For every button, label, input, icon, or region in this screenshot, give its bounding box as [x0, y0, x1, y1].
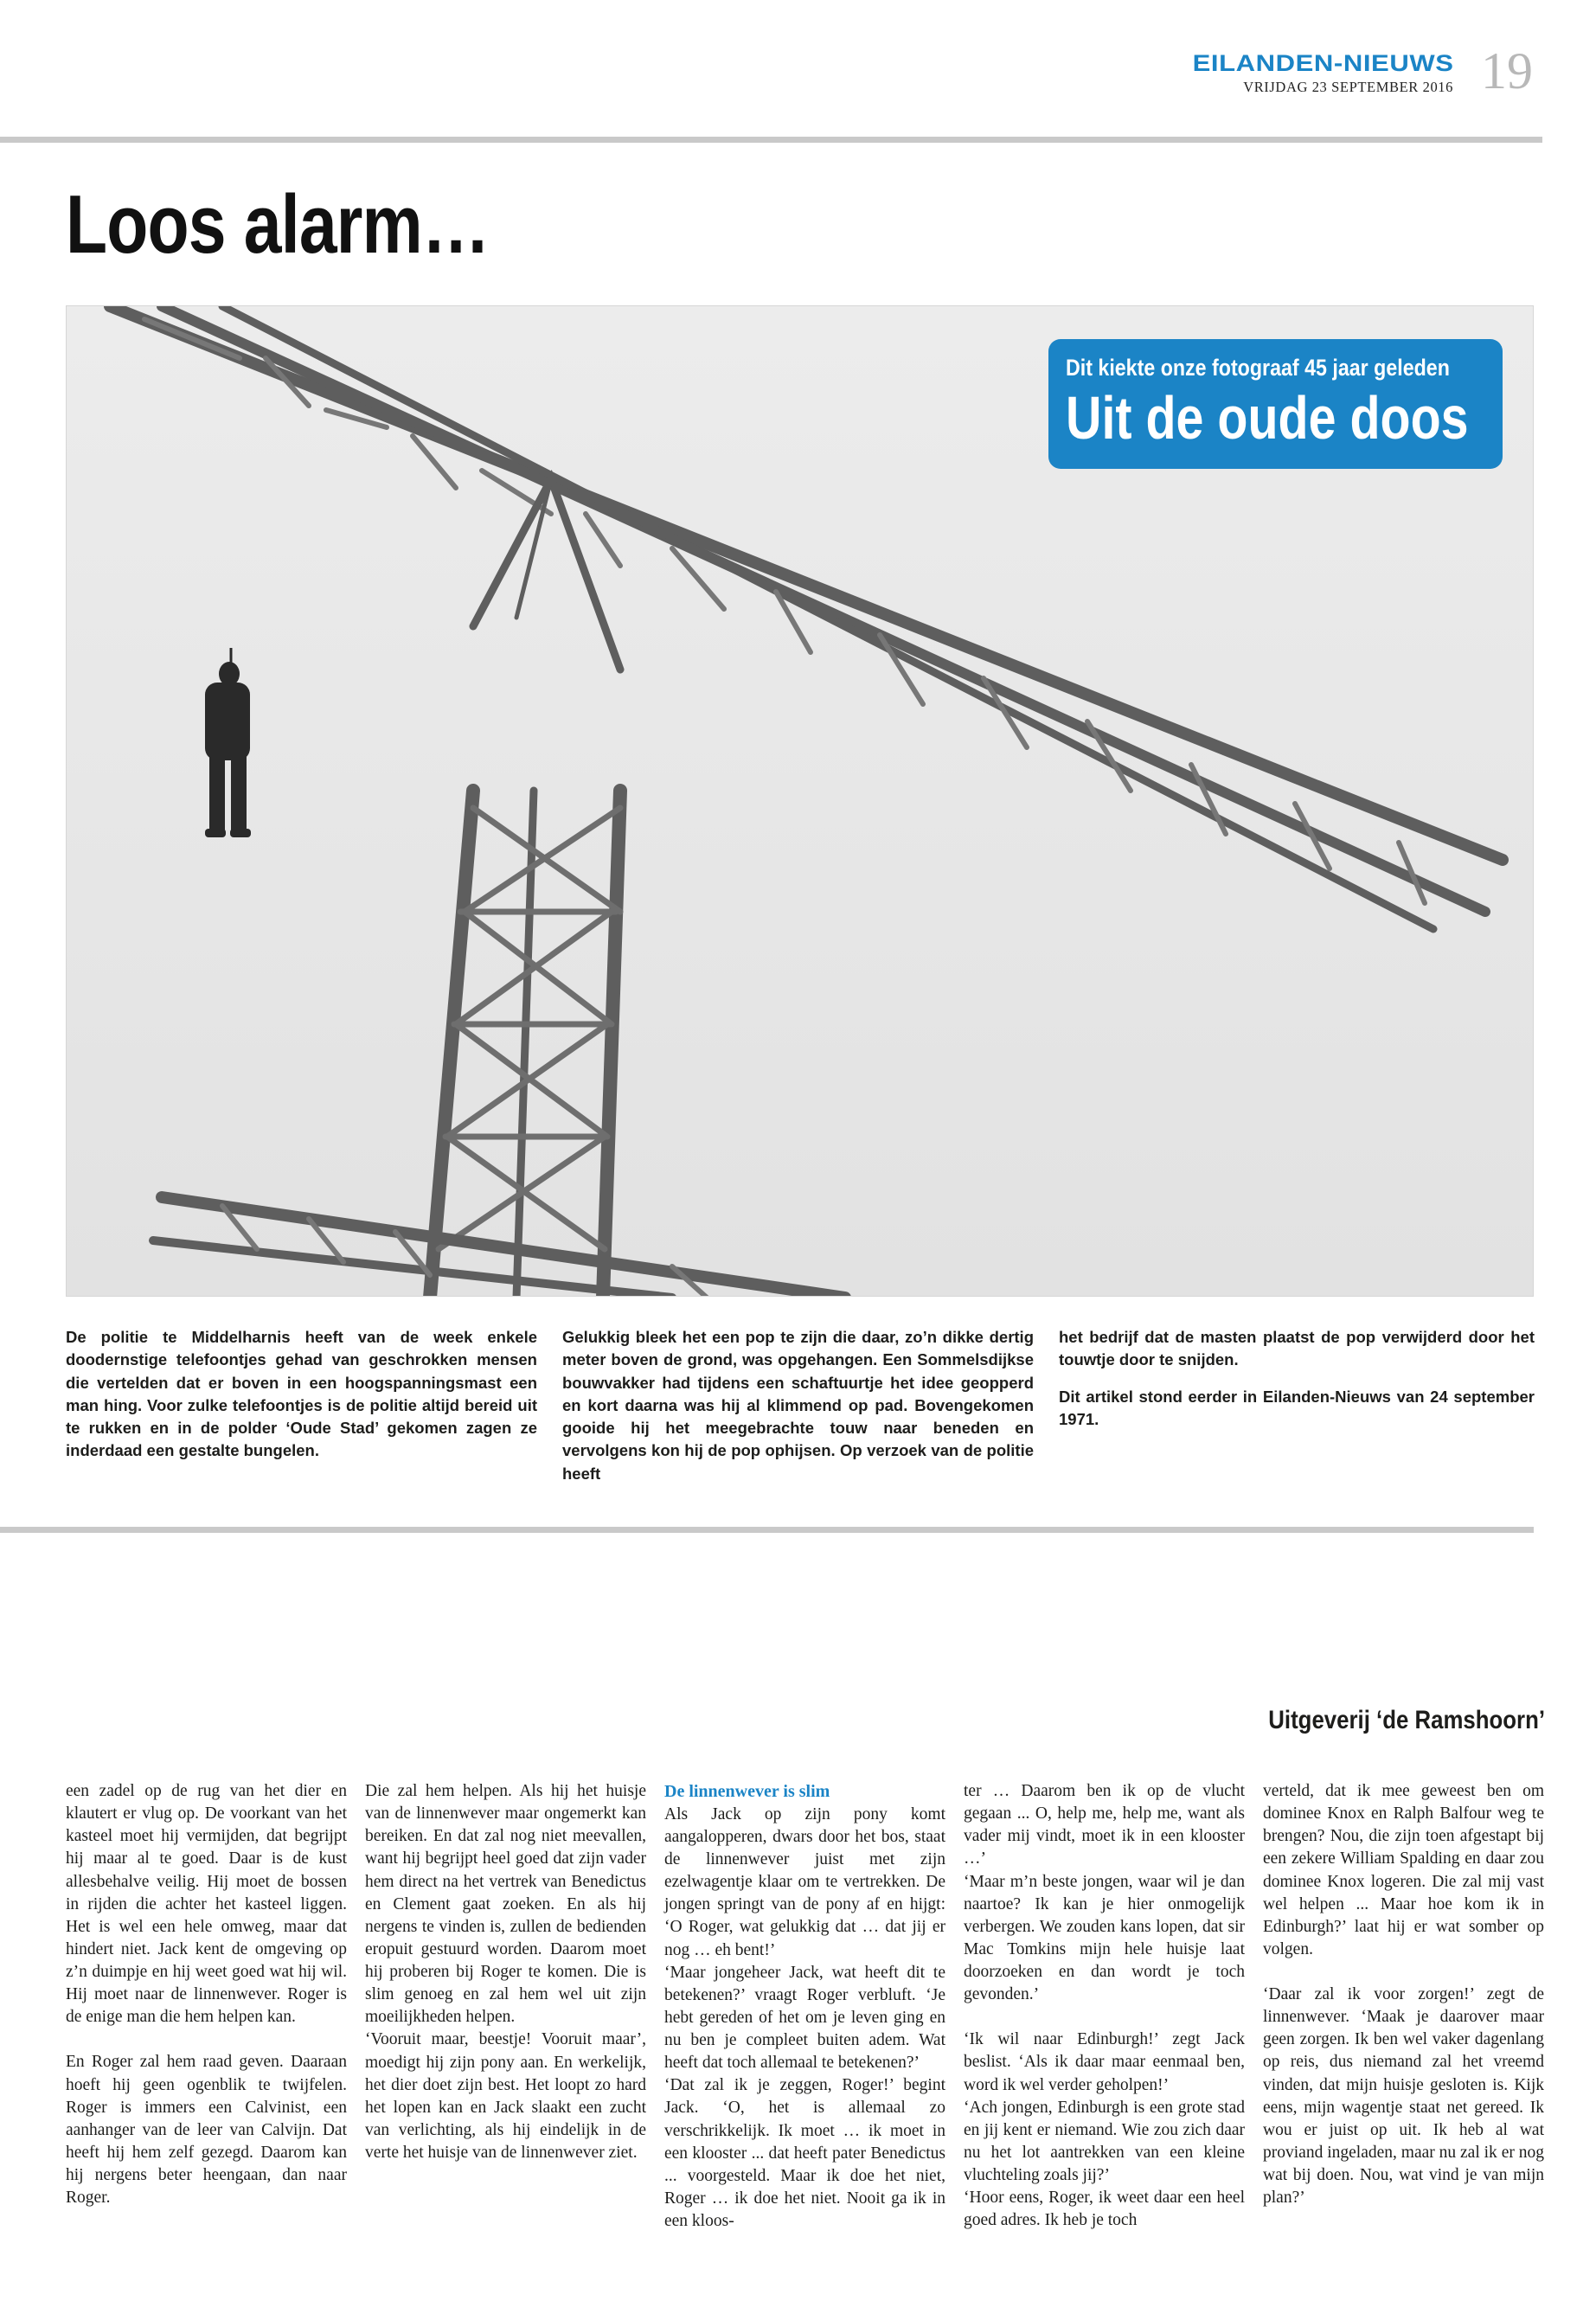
masthead	[1125, 50, 1453, 96]
story-paragraph: ‘Ik wil naar Edinburgh!’ zegt Jack beslist. ‘Als ik daar maar eenmaal ben, word ik wel verder geholpen!’	[964, 2030, 1245, 2094]
publication-logo: EILANDEN-NIEUWS	[1192, 50, 1453, 76]
publisher-credit: Uitgeverij ‘de Ramshoorn’	[1268, 1706, 1545, 1734]
article-paragraph: De politie te Middelharnis heeft van de week enkele doodernstige telefoontjes gehad van geschrokken mensen die vertelden dat er boven in een hoogspanningsmast een man hing. Voor zulke telefoontjes is de politie altijd bereid uit te rukken en in de polder ‘Oude Stad’ gekomen zagen ze inderdaad een gestalte bungelen.	[66, 1328, 537, 1460]
story-paragraph: een zadel op de rug van het dier en klautert er vlug op. De voorkant van het kasteel moet hij vermijden, dat begrijpt hij maar al te goed. Daar is de kust allesbehalve veilig. Hij moet de bossen in rijden die achter het kasteel liggen. Het is wel een hele omweg, maar dat hindert niet. Jack kent de omgeving op z’n duimpje en hij weet goed wat hij wil. Hij moet naar de linnenwever. Roger is de enige man die hem helpen kan.	[66, 1782, 347, 2027]
story-column-5	[1263, 1780, 1544, 2209]
article-body-col3	[1059, 1326, 1535, 1431]
story-column-2	[365, 1780, 646, 2164]
story-column-1	[66, 1780, 347, 2209]
top-divider	[0, 137, 1542, 143]
story-paragraph: Die zal hem helpen. Als hij het huisje van de linnenwever maar ongemerkt kan bereiken. En dat zal nog niet meevallen, want hij begrijpt heel goed dat zijn vader hem direct na het vertrek van Benedictus en Clement gaat zoeken. En als hij nergens te vinden is, zullen de bedienden eropuit gestuurd worden. Daarom moet hij proberen bij Roger te komen. Die is slim genoeg en zal hem wel uit zijn moeilijkheden helpen.	[365, 1782, 646, 2027]
archive-badge	[1048, 339, 1503, 469]
story-paragraph: ter … Daarom ben ik op de vlucht gegaan ... O, help me, help me, want als vader mij vindt, moet ik in een klooster …’	[964, 1782, 1245, 1868]
badge-title: Uit de oude doos	[1066, 384, 1469, 452]
story-paragraph: ‘Maar m’n beste jongen, waar wil je dan naartoe? Ik kan je hier onmogelijk verbergen. We zouden kans lopen, dat sir Mac Tomkins mijn hele huisje laat doorzoeken en dan wordt je toch gevonden.’	[964, 1872, 1245, 2004]
article-paragraph: het bedrijf dat de masten plaatst de pop verwijderd door het touwtje door te snijden.	[1059, 1328, 1535, 1369]
story-column-4	[964, 1780, 1245, 2232]
story-paragraph: verteld, dat ik mee geweest ben om dominee Knox en Ralph Balfour weg te brengen? Nou, die zijn toen afgestapt bij een zekere William Spalding en daar zou dominee Knox logeren. Die zal mij vast wel helpen ... Maar hoe kom ik in Edinburgh?’ laat hij er wat somber op volgen.	[1263, 1782, 1544, 1958]
article-source-note: Dit artikel stond eerder in Eilanden-Nieuws van 24 september 1971.	[1059, 1387, 1535, 1428]
badge-kicker: Dit kiekte onze fotograaf 45 jaar geleden	[1066, 355, 1450, 381]
story-subhead: De linnenwever is slim	[664, 1782, 830, 1801]
story-paragraph: Als Jack op zijn pony komt aangalopperen, dwars door het bos, staat de linnenwever juist met zijn ezelwagentje klaar om te vertrekken. De jongen springt van de pony af en hijgt: ‘O Roger, wat gelukkig dat … dat jij er nog … eh bent!’	[664, 1804, 945, 1959]
story-paragraph: ‘Daar zal ik voor zorgen!’ zegt de linnenwever. ‘Maak je daarover maar geen zorgen. Ik ben wel vaker dagenlang op reis, dus niemand zal het vreemd vinden, dat mijn huisje gesloten is. Kijk eens, mijn wagentje staat net gereed. Ik wou er juist op uit. Ik heb al wat proviand ingeladen, maar nu zal ik er nog wat bij doen. Nou, wat vind je van mijn plan?’	[1263, 1985, 1544, 2208]
story-paragraph: ‘Dat zal ik je zeggen, Roger!’ begint Jack. ‘O, het is allemaal zo verschrikkelijk. Ik moet … ik moet in een klooster ... dat heeft pater Benedictus ... voorgesteld. Maar ik doe het niet, Roger … ik doe het niet. Nooit ga ik in een kloos-	[664, 2076, 945, 2231]
story-paragraph: ‘Hoor eens, Roger, ik weet daar een heel goed adres. Ik heb je toch	[964, 2189, 1245, 2230]
section-divider	[0, 1527, 1534, 1533]
story-paragraph: ‘Vooruit maar, beestje! Vooruit maar’, moedigt hij zijn pony aan. En werkelijk, het dier doet zijn best. Het loopt zo hard het lopen kan en Jack slaakt een zucht van verlichting, als hij eindelijk in de verte het huisje van de linnenwever ziet.	[365, 2030, 646, 2162]
story-column-3	[664, 1780, 945, 2233]
article-headline: Loos alarm…	[66, 178, 490, 271]
story-paragraph: En Roger zal hem raad geven. Daaraan hoeft hij geen ogenblik te twijfelen. Roger is immers een Calvinist, een aanhanger van de leer van Calvijn. Dat heeft hij hem zelf gezegd. Daarom kan hij nergens beter heengaan, dan naar Roger.	[66, 2053, 347, 2208]
article-body-col2	[562, 1326, 1034, 1485]
page-number: 19	[1481, 42, 1533, 99]
issue-date: VRIJDAG 23 SEPTEMBER 2016	[1243, 79, 1453, 95]
story-paragraph: ‘Maar jongeheer Jack, wat heeft dit te betekenen?’ vraagt Roger verbluft. ‘Je hebt gereden of het om je leven ging en nu ben je compleet buiten adem. Wat heeft dat toch allemaal te betekenen?’	[664, 1963, 945, 2073]
article-paragraph: Gelukkig bleek het een pop te zijn die daar, zo’n dikke dertig meter boven de grond, was opgehangen. Een Sommelsdijkse bouwvakker had tijdens een schaftuurtje het idee geopperd en kort daarna was hij al klimmend op pad. Bovengekomen gooide hij het meegebrachte touw naar beneden en vervolgens kon hij de pop ophijsen. Op verzoek van de politie heeft	[562, 1328, 1034, 1483]
article-body-col1	[66, 1326, 537, 1463]
story-paragraph: ‘Ach jongen, Edinburgh is een grote stad en jij kent er niemand. Wie zou zich daar nu het lot aantrekken van een kleine vluchteling zoals jij?’	[964, 2098, 1245, 2184]
